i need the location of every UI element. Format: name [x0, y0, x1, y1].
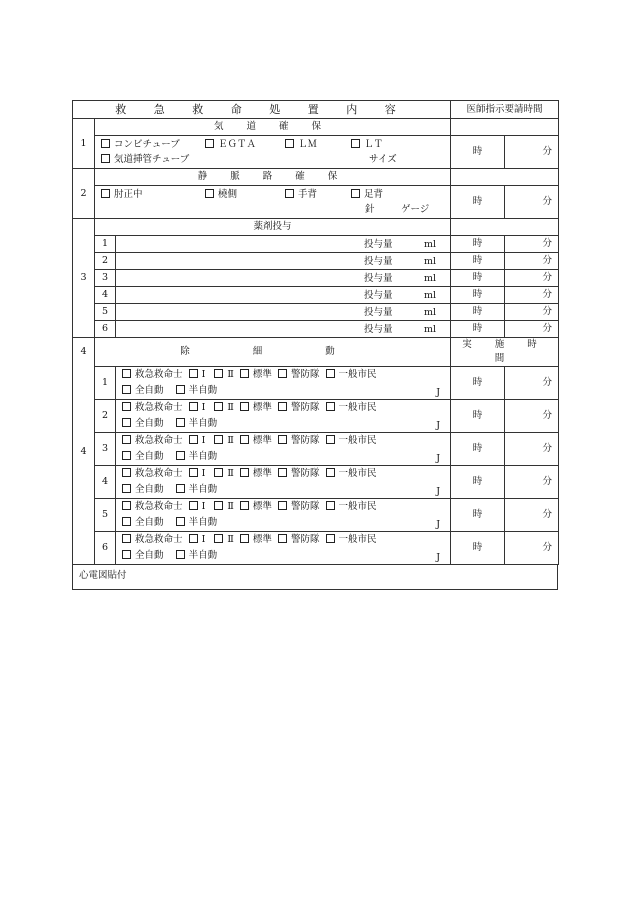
- row-number: 5: [95, 499, 116, 532]
- checkbox[interactable]: [326, 468, 335, 477]
- option-citizen: 一般市民: [338, 435, 377, 446]
- option-intubation-tube: 気道挿管チューブ: [114, 154, 190, 165]
- option-level-1: Ⅰ: [201, 501, 206, 512]
- checkbox[interactable]: [122, 402, 131, 411]
- defib-operator-options: [116, 499, 451, 516]
- checkbox[interactable]: [122, 517, 131, 526]
- checkbox[interactable]: [176, 418, 185, 427]
- checkbox[interactable]: [101, 139, 110, 148]
- checkbox[interactable]: [285, 139, 294, 148]
- procedure-table: [72, 100, 559, 367]
- drug-row: [73, 253, 559, 270]
- defib-operator-options: [116, 466, 451, 483]
- option-semi-automatic: 半自動: [188, 418, 218, 429]
- option-hand-dorsum: 手背: [298, 189, 318, 200]
- option-fully-automatic: 全自動: [135, 517, 164, 528]
- option-citizen: 一般市民: [338, 468, 377, 479]
- minute-label: 分: [505, 321, 559, 338]
- checkbox[interactable]: [189, 369, 198, 378]
- defib-operator-options: [116, 433, 451, 450]
- option-level-2: Ⅱ: [227, 369, 234, 380]
- checkbox[interactable]: [240, 468, 249, 477]
- checkbox[interactable]: [189, 534, 198, 543]
- section-number: 4: [73, 338, 95, 367]
- checkbox[interactable]: [278, 501, 287, 510]
- option-standard: 標準: [252, 435, 272, 446]
- option-standard: 標準: [252, 501, 272, 512]
- hour-label: 時: [451, 466, 505, 499]
- checkbox[interactable]: [326, 435, 335, 444]
- defib-row: [95, 532, 559, 549]
- checkbox[interactable]: [122, 468, 131, 477]
- checkbox[interactable]: [278, 402, 287, 411]
- section-number: 4: [80, 445, 87, 457]
- option-semi-automatic: 半自動: [188, 484, 218, 495]
- checkbox[interactable]: [122, 550, 131, 559]
- option-semi-automatic: 半自動: [188, 517, 218, 528]
- unit-label: ml: [424, 323, 437, 335]
- option-standard: 標準: [252, 402, 272, 413]
- hour-label: 時: [451, 367, 505, 400]
- option-paramedic: 救急救命士: [135, 369, 183, 380]
- checkbox[interactable]: [240, 402, 249, 411]
- checkbox[interactable]: [122, 501, 131, 510]
- row-number: 6: [95, 532, 116, 565]
- ecg-label: 心電図貼付: [79, 570, 127, 581]
- minute-label: 分: [505, 466, 559, 499]
- hour-label: 時: [451, 236, 505, 253]
- joule-label: J: [436, 552, 440, 563]
- option-lt: ＬＴ: [364, 139, 384, 150]
- option-fully-automatic: 全自動: [135, 418, 164, 429]
- option-standard: 標準: [252, 534, 272, 545]
- drug-entry[interactable]: [116, 287, 451, 304]
- minute-label: 分: [505, 433, 559, 466]
- option-lm: ＬＭ: [298, 139, 318, 150]
- checkbox[interactable]: [176, 385, 185, 394]
- option-fully-automatic: 全自動: [135, 385, 164, 396]
- option-median-cubital: 肘正中: [114, 189, 143, 200]
- hour-label: 時: [451, 304, 505, 321]
- drug-entry[interactable]: [116, 253, 451, 270]
- unit-label: ml: [424, 272, 437, 284]
- checkbox[interactable]: [189, 402, 198, 411]
- option-fire-squad: 警防隊: [290, 468, 320, 479]
- drug-row: [73, 236, 559, 253]
- iv-title: 静 脈 路 確 保: [95, 169, 451, 186]
- size-label: サイズ: [369, 154, 397, 165]
- drug-entry[interactable]: [116, 304, 451, 321]
- dose-label: 投与量: [364, 255, 393, 267]
- minute-label: 分: [505, 304, 559, 321]
- option-fire-squad: 警防隊: [290, 369, 320, 380]
- hour-label: 時: [451, 499, 505, 532]
- dose-label: 投与量: [364, 306, 393, 318]
- checkbox[interactable]: [122, 484, 131, 493]
- option-semi-automatic: 半自動: [188, 550, 218, 561]
- hour-label: 時: [451, 321, 505, 338]
- option-fully-automatic: 全自動: [135, 451, 164, 462]
- option-level-2: Ⅱ: [227, 534, 234, 545]
- option-semi-automatic: 半自動: [188, 451, 218, 462]
- unit-label: ml: [424, 289, 437, 301]
- defib-mode-options: [116, 548, 451, 565]
- checkbox[interactable]: [205, 189, 214, 198]
- hour-label: 時: [451, 253, 505, 270]
- defib-operator-options: [116, 532, 451, 549]
- row-number: 1: [95, 367, 116, 400]
- drugs-title: 薬剤投与: [95, 219, 451, 236]
- checkbox[interactable]: [122, 534, 131, 543]
- checkbox[interactable]: [214, 435, 223, 444]
- airway-options: [95, 136, 451, 169]
- hour-label: 時: [451, 186, 505, 219]
- option-combitube: コンビチューブ: [114, 139, 180, 150]
- checkbox[interactable]: [205, 139, 214, 148]
- row-number: 2: [95, 253, 116, 270]
- minute-label: 分: [505, 136, 559, 169]
- drug-row: [73, 287, 559, 304]
- dose-label: 投与量: [364, 272, 393, 284]
- defib-row: [95, 400, 559, 417]
- form-title: 救 急 救 命 処 置 内 容: [73, 101, 451, 119]
- dose-label: 投与量: [364, 323, 393, 335]
- gauge-label: ゲージ: [401, 204, 430, 215]
- exec-time-header: 実 施 時 間: [451, 338, 559, 367]
- hour-label: 時: [451, 532, 505, 565]
- row-number: 4: [95, 466, 116, 499]
- option-paramedic: 救急救命士: [135, 501, 183, 512]
- checkbox[interactable]: [189, 501, 198, 510]
- checkbox[interactable]: [214, 501, 223, 510]
- blank-cell: [451, 219, 559, 236]
- defib-mode-options: [116, 482, 451, 499]
- drug-row: [73, 270, 559, 287]
- checkbox[interactable]: [189, 468, 198, 477]
- minute-label: 分: [505, 186, 559, 219]
- minute-label: 分: [505, 499, 559, 532]
- checkbox[interactable]: [278, 468, 287, 477]
- checkbox[interactable]: [101, 154, 110, 163]
- airway-title: 気 道 確 保: [95, 119, 451, 136]
- drug-row: [73, 321, 559, 338]
- blank-cell: [451, 169, 559, 186]
- hour-label: 時: [451, 270, 505, 287]
- dose-label: 投与量: [364, 289, 393, 301]
- option-citizen: 一般市民: [338, 534, 377, 545]
- option-level-1: Ⅰ: [201, 402, 206, 413]
- defib-mode-options: [116, 449, 451, 466]
- joule-label: J: [436, 420, 440, 431]
- checkbox[interactable]: [122, 451, 131, 460]
- option-level-1: Ⅰ: [201, 468, 206, 479]
- joule-label: J: [436, 519, 440, 530]
- defib-operator-options: [116, 367, 451, 384]
- checkbox[interactable]: [240, 501, 249, 510]
- option-level-2: Ⅱ: [227, 402, 234, 413]
- section-4-column: [72, 366, 95, 564]
- drug-row: [73, 304, 559, 321]
- joule-label: J: [436, 387, 440, 398]
- defib-mode-options: [116, 515, 451, 532]
- checkbox[interactable]: [176, 451, 185, 460]
- option-paramedic: 救急救命士: [135, 534, 183, 545]
- option-citizen: 一般市民: [338, 369, 377, 380]
- option-fire-squad: 警防隊: [290, 501, 320, 512]
- option-fire-squad: 警防隊: [290, 435, 320, 446]
- option-level-2: Ⅱ: [227, 435, 234, 446]
- checkbox[interactable]: [326, 501, 335, 510]
- row-number: 3: [95, 433, 116, 466]
- option-fully-automatic: 全自動: [135, 550, 164, 561]
- checkbox[interactable]: [101, 189, 110, 198]
- row-number: 3: [95, 270, 116, 287]
- ecg-table: [72, 564, 558, 590]
- checkbox[interactable]: [122, 418, 131, 427]
- option-citizen: 一般市民: [338, 501, 377, 512]
- checkbox[interactable]: [240, 369, 249, 378]
- checkbox[interactable]: [240, 534, 249, 543]
- checkbox[interactable]: [122, 385, 131, 394]
- minute-label: 分: [505, 270, 559, 287]
- checkbox[interactable]: [214, 468, 223, 477]
- defib-title: 除 細 動: [95, 338, 451, 367]
- option-fully-automatic: 全自動: [135, 484, 164, 495]
- checkbox[interactable]: [351, 189, 360, 198]
- drug-entry[interactable]: [116, 236, 451, 253]
- checkbox[interactable]: [176, 484, 185, 493]
- option-semi-automatic: 半自動: [188, 385, 218, 396]
- checkbox[interactable]: [326, 369, 335, 378]
- defib-rows-table: [94, 366, 559, 565]
- option-radial: 橈側: [218, 189, 238, 200]
- option-level-1: Ⅰ: [201, 534, 206, 545]
- defib-row: [95, 367, 559, 384]
- option-egta: ＥＧＴＡ: [218, 139, 257, 150]
- checkbox[interactable]: [122, 435, 131, 444]
- minute-label: 分: [505, 400, 559, 433]
- defib-row: [95, 466, 559, 483]
- hour-label: 時: [451, 287, 505, 304]
- section-number: 2: [73, 169, 95, 219]
- row-number: 2: [95, 400, 116, 433]
- minute-label: 分: [505, 532, 559, 565]
- hour-label: 時: [451, 136, 505, 169]
- option-level-2: Ⅱ: [227, 501, 234, 512]
- checkbox[interactable]: [122, 369, 131, 378]
- row-number: 5: [95, 304, 116, 321]
- hour-label: 時: [451, 433, 505, 466]
- option-paramedic: 救急救命士: [135, 468, 183, 479]
- unit-label: ml: [424, 306, 437, 318]
- checkbox[interactable]: [278, 534, 287, 543]
- checkbox[interactable]: [351, 139, 360, 148]
- checkbox[interactable]: [285, 189, 294, 198]
- option-level-1: Ⅰ: [201, 435, 206, 446]
- ecg-attach-area[interactable]: [73, 565, 558, 590]
- checkbox[interactable]: [176, 517, 185, 526]
- request-time-header: 医師指示要請時間: [451, 101, 559, 119]
- row-number: 1: [95, 236, 116, 253]
- option-standard: 標準: [252, 369, 272, 380]
- option-paramedic: 救急救命士: [135, 435, 183, 446]
- needle-label: 針: [365, 204, 375, 215]
- checkbox[interactable]: [240, 435, 249, 444]
- minute-label: 分: [505, 236, 559, 253]
- blank-cell: [451, 119, 559, 136]
- defib-operator-options: [116, 400, 451, 417]
- section-number: 1: [73, 119, 95, 169]
- defib-row: [95, 433, 559, 450]
- hour-label: 時: [451, 400, 505, 433]
- checkbox[interactable]: [278, 435, 287, 444]
- row-number: 4: [95, 287, 116, 304]
- option-standard: 標準: [252, 468, 272, 479]
- drug-entry[interactable]: [116, 321, 451, 338]
- defib-mode-options: [116, 416, 451, 433]
- option-fire-squad: 警防隊: [290, 534, 320, 545]
- joule-label: J: [436, 486, 440, 497]
- option-citizen: 一般市民: [338, 402, 377, 413]
- checkbox[interactable]: [326, 534, 335, 543]
- drug-entry[interactable]: [116, 270, 451, 287]
- unit-label: ml: [424, 238, 437, 250]
- option-fire-squad: 警防隊: [290, 402, 320, 413]
- option-level-1: Ⅰ: [201, 369, 206, 380]
- checkbox[interactable]: [214, 369, 223, 378]
- dose-label: 投与量: [364, 238, 393, 250]
- iv-options: [95, 186, 451, 219]
- option-foot-dorsum: 足背: [364, 189, 384, 200]
- row-number: 6: [95, 321, 116, 338]
- checkbox[interactable]: [278, 369, 287, 378]
- checkbox[interactable]: [214, 402, 223, 411]
- option-level-2: Ⅱ: [227, 468, 234, 479]
- minute-label: 分: [505, 367, 559, 400]
- section-number: 3: [73, 219, 95, 338]
- unit-label: ml: [424, 255, 437, 267]
- joule-label: J: [436, 453, 440, 464]
- defib-row: [95, 499, 559, 516]
- checkbox[interactable]: [214, 534, 223, 543]
- minute-label: 分: [505, 287, 559, 304]
- checkbox[interactable]: [189, 435, 198, 444]
- defib-mode-options: [116, 383, 451, 400]
- option-paramedic: 救急救命士: [135, 402, 183, 413]
- checkbox[interactable]: [176, 550, 185, 559]
- minute-label: 分: [505, 253, 559, 270]
- emergency-procedure-form: [72, 100, 558, 590]
- checkbox[interactable]: [326, 402, 335, 411]
